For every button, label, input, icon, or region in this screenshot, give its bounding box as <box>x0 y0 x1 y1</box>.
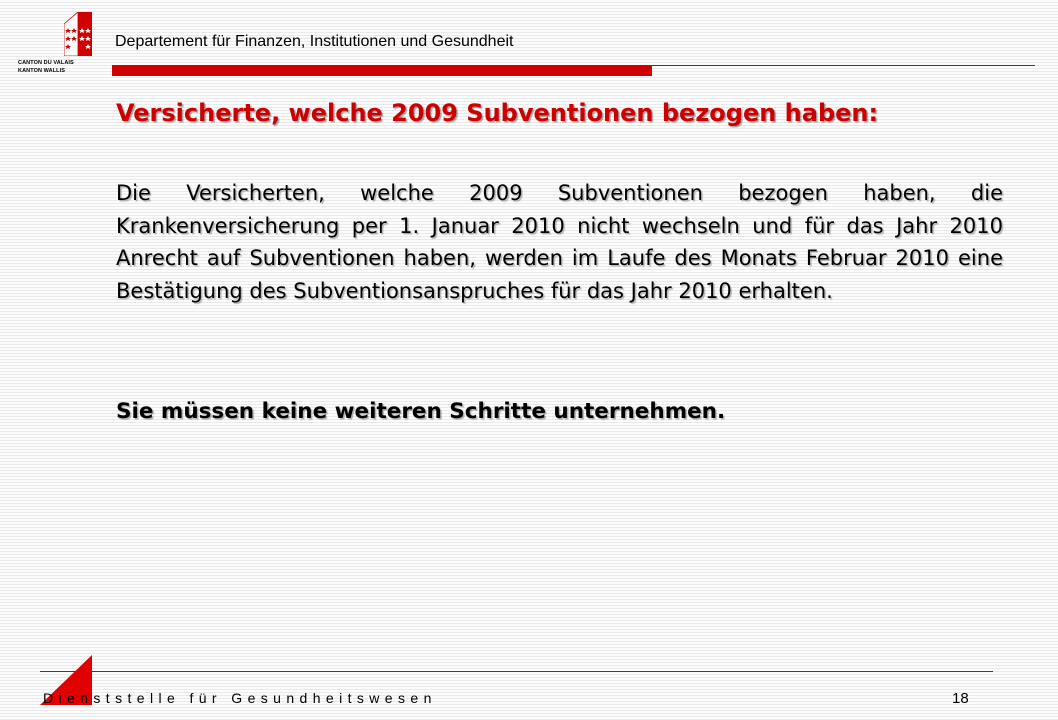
logo-text-french: CANTON DU VALAIS <box>18 60 74 66</box>
logo-text-german: KANTON WALLIS <box>18 68 66 74</box>
slide-closing-statement: Sie müssen keine weiteren Schritte unternehmen. <box>116 399 726 424</box>
header-accent-bar <box>112 65 652 76</box>
footer-service-name: Dienststelle für Gesundheitswesen <box>43 690 437 706</box>
canton-logo <box>18 10 88 80</box>
page-number: 18 <box>952 690 969 707</box>
slide-heading: Versicherte, welche 2009 Subventionen bezogen haben: <box>116 99 879 127</box>
slide-body-paragraph: Die Versicherten, welche 2009 Subventionen bezogen haben, die Krankenversicherung per 1. Januar 2010 nicht wechseln und für das Jahr 2010 Anrecht auf Subventionen haben, werden im Laufe des Monats Februar 2010 eine Bestätigung des Subventionsanspruches für das Jahr 2010 erhalten. <box>116 181 1003 303</box>
header-accent-line <box>652 65 1035 66</box>
footer-divider <box>40 671 993 672</box>
valais-flag-icon <box>64 12 92 56</box>
department-title: Departement für Finanzen, Institutionen und Gesundheit <box>115 33 514 50</box>
